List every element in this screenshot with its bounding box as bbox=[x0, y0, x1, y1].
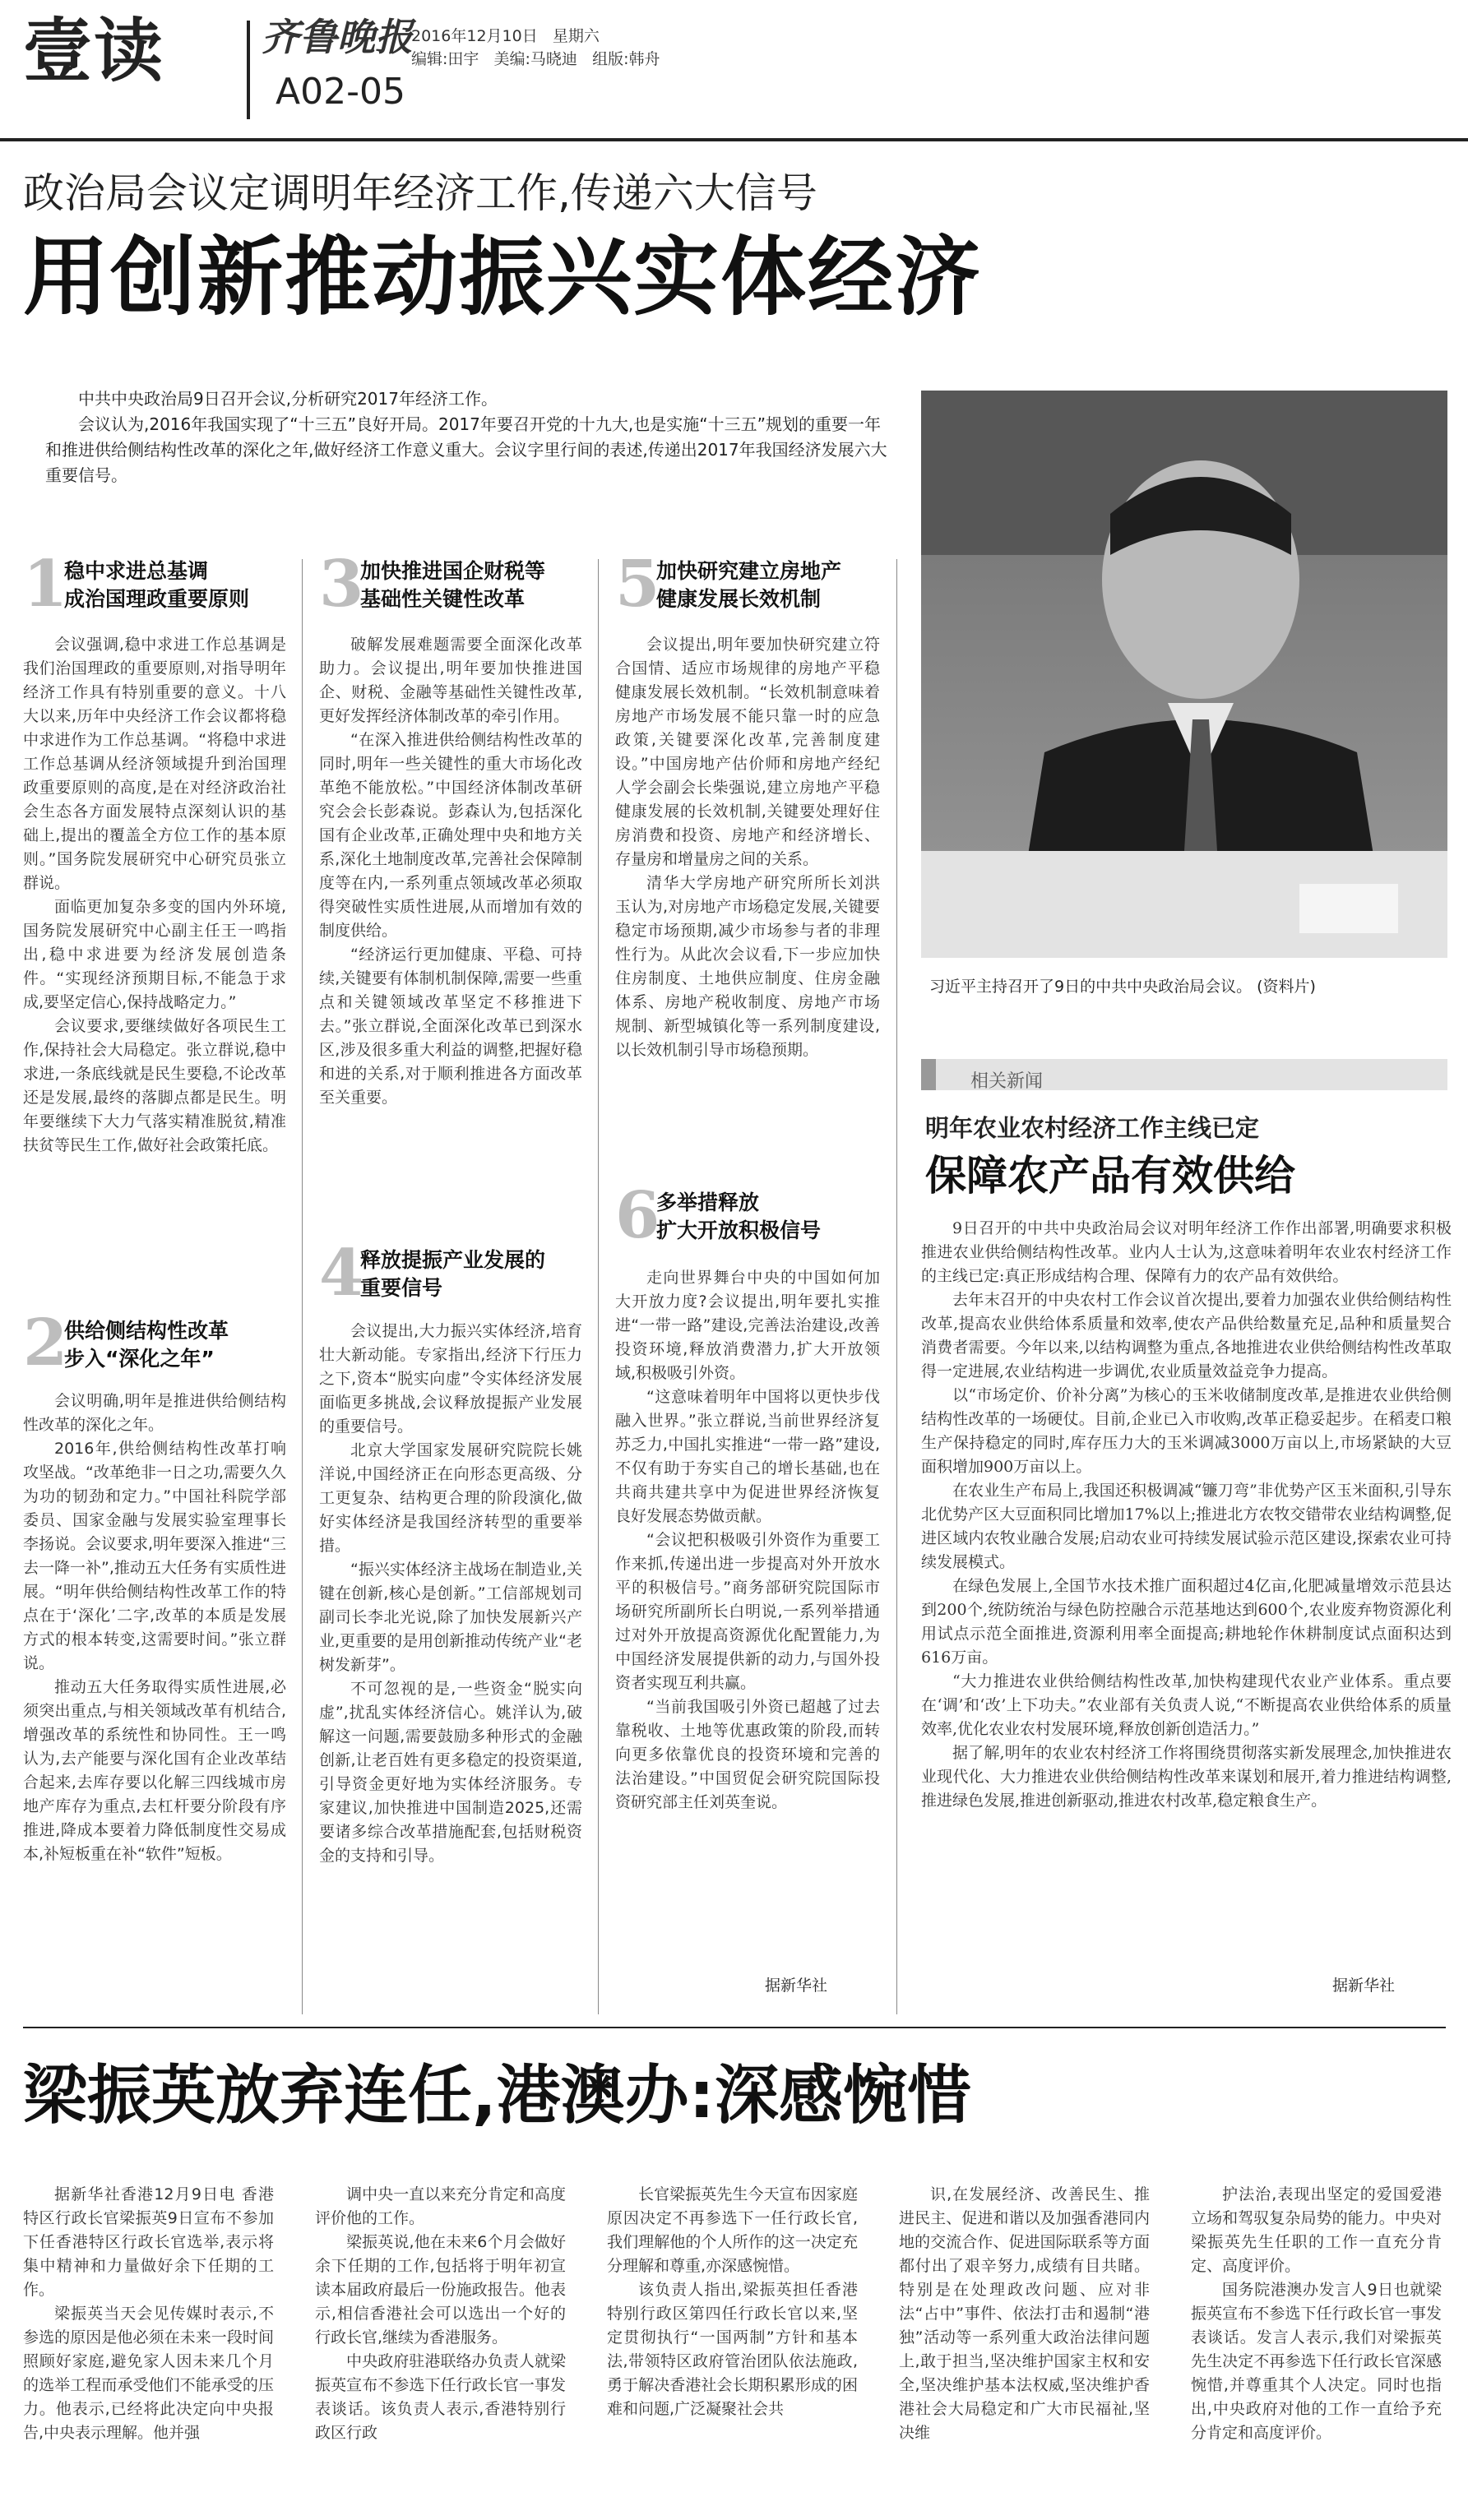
issue-weekday: 星期六 bbox=[552, 27, 600, 45]
column-rule bbox=[598, 559, 599, 2014]
section-title: 加快研究建立房地产 健康发展长效机制 bbox=[656, 559, 842, 611]
section-number: 2 bbox=[23, 1306, 68, 1380]
section-number: 3 bbox=[319, 547, 364, 622]
lead-headline: 用创新推动振兴实体经济 bbox=[23, 227, 983, 327]
masthead-info bbox=[411, 25, 660, 71]
related-kicker: 明年农业农村经济工作主线已定 bbox=[925, 1114, 1260, 1142]
column-rule bbox=[896, 559, 897, 2014]
section-body: 走向世界舞台中央的中国如何加大开放力度?会议提出,明年要扎实推进“一带一路”建设,完善法治建设,改善投资环境,释放消费潜力,扩大开放领域,积极吸引外资。 “这意味着明年中国将以更快步伐融入世界。”张立群说,当前世界经济复苏乏力,中国扎实推进“一带一路”建设,不仅有助于夯实自己的增长基础,也在共商共建共享中为促进世界经济恢复良好发展态势做贡献。 “会议把积极吸引外资作为重要工作来抓,传递出进一步提高对外开放水平的积极信号。”商务部研究院国际市场研究所副所长白明说,一系列举措通过对外开放提高资源优化配置能力,为中国经济发展提供新的动力,与国外投资者实现互利共赢。 “当前我国吸引外资已超越了过去靠税收、土地等优惠政策的阶段,而转向更多依靠优良的投资环境和完善的法治建设。”中国贸促会研究院国际投资研究部主任刘英奎说。 bbox=[615, 1269, 880, 1811]
related-bar-mark bbox=[921, 1059, 936, 1090]
masthead-divider bbox=[247, 21, 250, 119]
section-body: 会议明确,明年是推进供给侧结构性改革的深化之年。 2016年,供给侧结构性改革打响攻坚战。“改革绝非一日之功,需要久久为功的韧劲和定力。”中国社科院学部委员、国家金融与发展实验室理事长李扬说。会议要求,明年要深入推进“三去一降一补”,推动五大任务有实质性进展。“明年供给侧结构性改革工作的特点在于‘深化’二字,改革的本质是发展方式的根本转变,这需要时间。”张立群说。 推动五大任务取得实质性进展,必须突出重点,与相关领域改革有机结合,增强改革的系统性和协同性。王一鸣认为,去产能要与深化国有企业改革结合起来,去库存要以化解三四线城市房地产库存为重点,去杠杆要分阶段有序推进,降成本要着力降低制度性交易成本,补短板重在补“软件”短板。 bbox=[23, 1392, 286, 1863]
section-body: 破解发展难题需要全面深化改革助力。会议提出,明年要加快推进国企、财税、金融等基础性关键性改革,更好发挥经济体制改革的牵引作用。 “在深入推进供给侧结构性改革的同时,明年一些关键性的重大市场化改革绝不能放松。”中国经济体制改革研究会会长彭森说。彭森认为,包括深化国有企业改革,正确处理中央和地方关系,深化土地制度改革,完善社会保障制度等在内,一系列重点领域改革必须取得突破性实质性进展,从而增加有效的制度供给。 “经济运行更加健康、平稳、可持续,关键要有体制机制保障,需要一些重点和关键领域改革坚定不移推进下去。”张立群说,全面深化改革已到深水区,涉及很多重大利益的调整,把握好稳和进的关系,对于顺利推进各方面改革至关重要。 bbox=[319, 636, 582, 1107]
section-number: 1 bbox=[23, 547, 68, 622]
lead-intro bbox=[45, 386, 892, 488]
page-code: A02-05 bbox=[276, 71, 405, 113]
photo-caption: 习近平主持召开了9日的中共中央政治局会议。 (资料片) bbox=[929, 978, 1316, 996]
related-headline: 保障农产品有效供给 bbox=[925, 1152, 1295, 1200]
related-body: 9日召开的中共中央政治局会议对明年经济工作作出部署,明确要求积极推进农业供给侧结构性改革。业内人士认为,这意味着明年农业农村经济工作的主线已定:真正形成结构合理、保障有力的农产品有效供给。 去年末召开的中央农村工作会议首次提出,要着力加强农业供给侧结构性改革,提高农业供给体系质量和效率,使农产品供给数量充足,品种和质量契合消费者需要。今年以来,以结构调整为重点,各地推进农业供给侧结构性改革取得一定进展,农业结构进一步调优,农业质量效益竞争力提高。 以“市场定价、价补分离”为核心的玉米收储制度改革,是推进农业供给侧结构性改革的一场硬仗。目前,企业已入市收购,改革正稳妥起步。在稻麦口粮生产保持稳定的同时,库存压力大的玉米调减3000万亩以上,市场紧缺的大豆面积增加900万亩以上。 在农业生产布局上,我国还积极调减“镰刀弯”非优势产区玉米面积,引导东北优势产区大豆面积同比增加17%以上;推进北方农牧交错带农业结构调整,促进区域内农牧业融合发展;启动农业可持续发展试验示范区建设,探索农业可持续发展模式。 在绿色发展上,全国节水技术推广面积超过4亿亩,化肥减量增效示范县达到200个,统防统治与绿色防控融合示范基地达到600个,农业废弃物资源化利用试点示范全面推进,资源利用率全面提高;耕地轮作休耕制度试点面积达到616万亩。 “大力推进农业供给侧结构性改革,加快构建现代农业产业体系。重点要在‘调’和‘改’上下功夫。”农业部有关负责人说,“不断提高农业供给体系的质量效率,优化农业农村发展环境,释放创新创造活力。” 据了解,明年的农业农村经济工作将围绕贯彻落实新发展理念,加快推进农业现代化、大力推进农业供给侧结构性改革来谋划和展开,着力推进结构调整,推进绿色发展,推进创新驱动,推进农村改革,稳定粮食生产。 bbox=[921, 1219, 1452, 1810]
bottom-column: 识,在发展经济、改善民生、推进民主、促进和谐以及加强香港同内地的交流合作、促进国际联系等方面都付出了艰辛努力,成绩有目共睹。特别是在处理政改问题、应对非法“占中”事件、依法打击和遏制“港独”活动等一系列重大政治法律问题上,敢于担当,坚决维护国家主权和安全,坚决维护基本法权威,坚决维护香港社会大局稳定和广大市民福祉,坚决维 bbox=[899, 2185, 1150, 2442]
section-body: 会议提出,明年要加快研究建立符合国情、适应市场规律的房地产平稳健康发展长效机制。“长效机制意味着房地产市场发展不能只靠一时的应急政策,关键要深化改革,完善制度建设。”中国房地产估价师和房地产经纪人学会副会长柴强说,建立房地产平稳健康发展的长效机制,关键要处理好住房消费和投资、房地产和经济增长、存量房和增量房之间的关系。 清华大学房地产研究所所长刘洪玉认为,对房地产市场稳定发展,关键要稳定市场预期,减少市场参与者的非理性行为。从此次会议看,下一步应加快住房制度、土地供应制度、住房金融体系、房地产税收制度、房地产市场规制、新型城镇化等一系列制度建设,以长效机制引导市场稳预期。 bbox=[615, 636, 880, 1059]
column-rule bbox=[302, 559, 303, 2014]
section-number: 5 bbox=[615, 547, 660, 622]
proof-credit: 组版:韩舟 bbox=[592, 50, 660, 68]
section-body: 会议提出,大力振兴实体经济,培育壮大新动能。专家指出,经济下行压力之下,资本“脱实向虚”令实体经济发展面临更多挑战,会议释放提振产业发展的重要信号。 北京大学国家发展研究院院长姚洋说,中国经济正在向形态更高级、分工更复杂、结构更合理的阶段演化,做好实体经济是我国经济转型的重要举措。 “振兴实体经济主战场在制造业,关键在创新,核心是创新。”工信部规划司副司长李北光说,除了加快发展新兴产业,更重要的是用创新推动传统产业“老树发新芽”。 不可忽视的是,一些资金“脱实向虚”,扰乱实体经济信心。姚洋认为,破解这一问题,需要鼓励多种形式的金融创新,让老百姓有更多稳定的投资渠道,引导资金更好地为实体经济服务。专家建议,加快推进中国制造2025,还需要诸多综合改革措施配套,包括财税资金的支持和引导。 bbox=[319, 1322, 582, 1865]
lead-intro-para: 中共中央政治局9日召开会议,分析研究2017年经济工作。 bbox=[78, 389, 498, 409]
section-title: 供给侧结构性改革 步入“深化之年” bbox=[64, 1319, 229, 1371]
top-rule bbox=[0, 138, 1468, 141]
section-brand: 壹读 bbox=[23, 11, 165, 91]
bottom-headline: 梁振英放弃连任,港澳办:深感惋惜 bbox=[23, 2059, 971, 2133]
story-divider bbox=[23, 2027, 1446, 2028]
editor-credit: 编辑:田宇 bbox=[411, 50, 479, 68]
issue-date: 2016年12月10日 bbox=[411, 27, 538, 45]
lead-credit: 据新华社 bbox=[765, 1977, 828, 1995]
lead-intro-para: 会议认为,2016年我国实现了“十三五”良好开局。2017年要召开党的十九大,也是实施“十三五”规划的重要一年和推进供给侧结构性改革的深化之年,做好经济工作意义重大。会议字里行间的表述,传递出2017年我国经济发展六大重要信号。 bbox=[45, 414, 887, 485]
bottom-column: 长官梁振英先生今天宣布因家庭原因决定不再参选下一任行政长官,我们理解他的个人所作的这一决定充分理解和尊重,亦深感惋惜。 该负责人指出,梁振英担任香港特别行政区第四任行政长官以来,坚定贯彻执行“一国两制”方针和基本法,带领特区政府管治团队依法施政,勇于解决香港社会长期积累形成的困难和问题,广泛凝聚社会共 bbox=[607, 2185, 858, 2418]
related-label: 相关新闻 bbox=[970, 1071, 1044, 1092]
section-title: 加快推进国企财税等 基础性关键性改革 bbox=[360, 559, 546, 611]
meeting-photo-illustration bbox=[921, 391, 1447, 958]
bottom-column: 据新华社香港12月9日电 香港特区行政长官梁振英9日宣布不参加下任香港特区行政长官选举,表示将集中精神和力量做好余下任期的工作。 梁振英当天会见传媒时表示,不参选的原因是他必须在未来一段时间照顾好家庭,避免家人因未来几个月的选举工程而承受他们不能承受的压力。他表示,已经将此决定向中央报告,中央表示理解。他并强 bbox=[23, 2185, 274, 2442]
section-body: 会议强调,稳中求进工作总基调是我们治国理政的重要原则,对指导明年经济工作具有特别重要的意义。十八大以来,历年中央经济工作会议都将稳中求进作为工作总基调。“将稳中求进工作总基调从经济领域提升到治国理政重要原则的高度,是在对经济政治社会生态各方面发展特点深刻认识的基础上,提出的覆盖全方位工作的基本原则。”国务院发展研究中心研究员张立群说。 面临更加复杂多变的国内外环境,国务院发展研究中心副主任王一鸣指出,稳中求进要为经济发展创造条件。“实现经济预期目标,不能急于求成,要坚定信心,保持战略定力。” 会议要求,要继续做好各项民生工作,保持社会大局稳定。张立群说,稳中求进,一条底线就是民生要稳,不论改革还是发展,最终的落脚点都是民生。明年要继续下大力气落实精准脱贫,精准扶贫等民生工作,做好社会政策托底。 bbox=[23, 636, 286, 1154]
lead-kicker: 政治局会议定调明年经济工作,传递六大信号 bbox=[23, 169, 817, 217]
section-title: 释放提振产业发展的 重要信号 bbox=[360, 1248, 546, 1300]
section-number: 6 bbox=[615, 1178, 660, 1253]
section-title: 稳中求进总基调 成治国理政重要原则 bbox=[64, 559, 250, 611]
section-title: 多举措释放 扩大开放积极信号 bbox=[656, 1191, 822, 1242]
designer-credit: 美编:马晓迪 bbox=[493, 50, 577, 68]
newspaper-logo: 齐鲁晚报 bbox=[262, 15, 413, 59]
bottom-column: 调中央一直以来充分肯定和高度评价他的工作。 梁振英说,他在未来6个月会做好余下任期的工作,包括将于明年初宣读本届政府最后一份施政报告。他表示,相信香港社会可以选出一个好的行政长官,继续为香港服务。 中央政府驻港联络办负责人就梁振英宣布不参选下任行政长官一事发表谈话。该负责人表示,香港特别行政区行政 bbox=[315, 2185, 566, 2442]
lead-photo bbox=[921, 391, 1447, 958]
related-credit: 据新华社 bbox=[1332, 1977, 1396, 1995]
bottom-column: 护法治,表现出坚定的爱国爱港立场和驾驭复杂局势的能力。中央对梁振英先生任职的工作一直充分肯定、高度评价。 国务院港澳办发言人9日也就梁振英宣布不参选下任行政长官一事发表谈话。发言人表示,我们对梁振英先生决定不再参选下任行政长官深感惋惜,并尊重其个人决定。同时也指出,中央政府对他的工作一直给予充分肯定和高度评价。 bbox=[1191, 2185, 1442, 2442]
section-number: 4 bbox=[319, 1236, 364, 1311]
